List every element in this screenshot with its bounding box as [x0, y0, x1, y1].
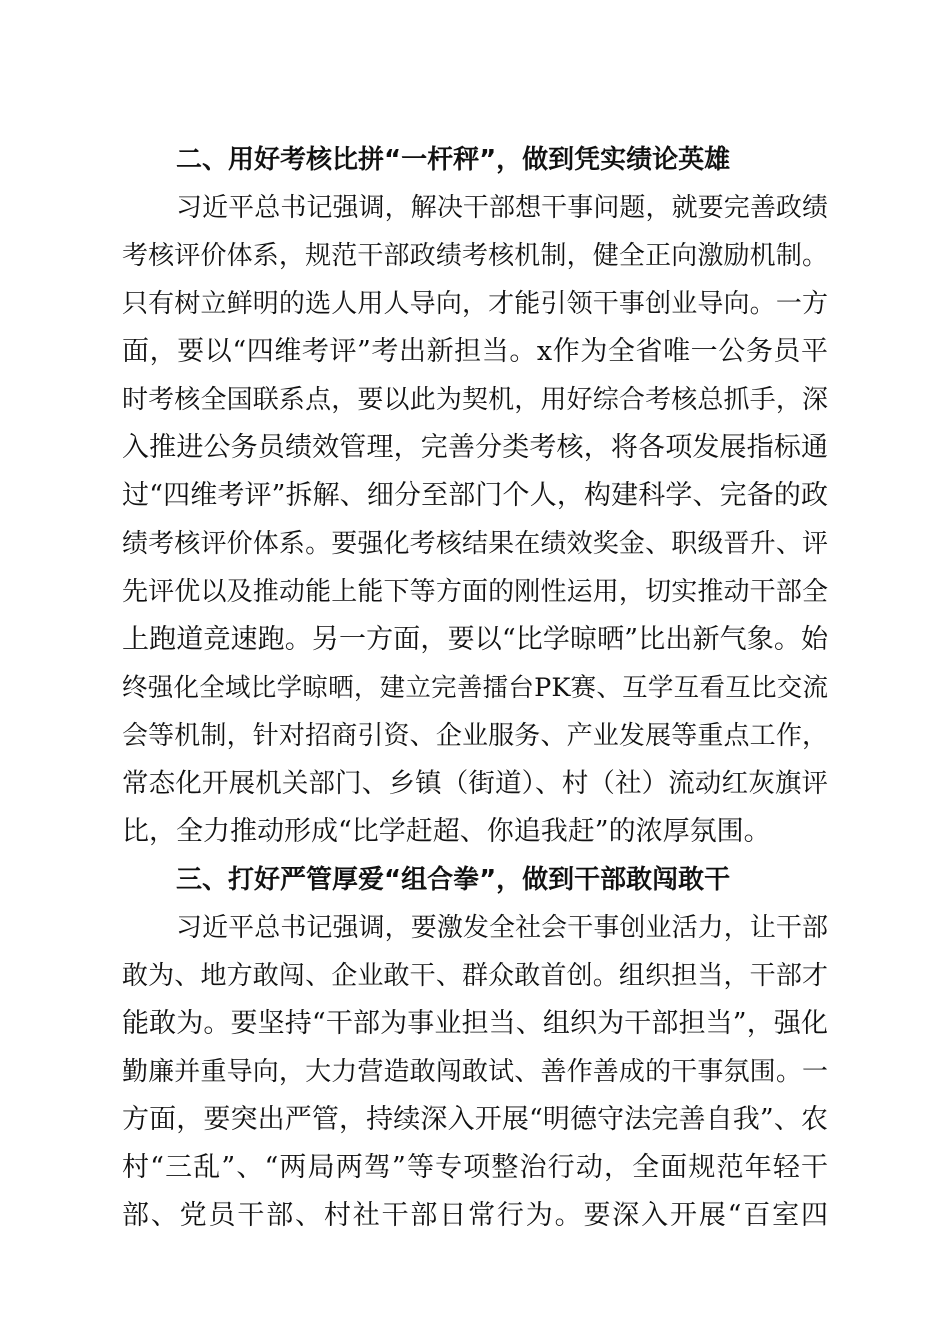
paragraph-line: 入推进公务员绩效管理，完善分类考核，将各项发展指标通 [122, 432, 828, 463]
paragraph-line: 终强化全域比学晾晒，建立完善擂台PK赛、互学互看互比交流 [122, 673, 828, 703]
paragraph-line: 面，要以“四维考评”考出新担当。x作为全省唯一公务员平 [122, 336, 828, 367]
paragraph-line: 上跑道竞速跑。另一方面，要以“比学晾晒”比出新气象。始 [122, 624, 828, 655]
paragraph-line: 时考核全国联系点，要以此为契机，用好综合考核总抓手，深 [122, 385, 828, 415]
paragraph-line: 比，全力推动形成“比学赶超、你追我赶”的浓厚氛围。 [122, 816, 771, 847]
paragraph-line: 会等机制，针对招商引资、企业服务、产业发展等重点工作， [122, 721, 828, 751]
paragraph-line: 敢为、地方敢闯、企业敢干、群众敢首创。组织担当，干部才 [122, 961, 828, 991]
paragraph-line: 勤廉并重导向，大力营造敢闯敢试、善作善成的干事氛围。一 [122, 1057, 828, 1087]
paragraph-line: 习近平总书记强调，解决干部想干事问题，就要完善政绩 [176, 193, 828, 223]
paragraph-line: 只有树立鲜明的选人用人导向，才能引领干事创业导向。一方 [122, 289, 828, 319]
paragraph-line: 部、党员干部、村社干部日常行为。要深入开展“百室四 [122, 1200, 828, 1231]
paragraph-line: 绩考核评价体系。要强化考核结果在绩效奖金、职级晋升、评 [122, 529, 828, 559]
paragraph-line: 过“四维考评”拆解、细分至部门个人，构建科学、完备的政 [122, 480, 828, 511]
paragraph-line: 习近平总书记强调，要激发全社会干事创业活力，让干部 [176, 913, 828, 943]
section-heading-2: 二、用好考核比拼“一杆秤”，做到凭实绩论英雄 [176, 145, 731, 175]
paragraph-line: 常态化开展机关部门、乡镇（街道）、村（社）流动红灰旗评 [122, 768, 828, 799]
section-heading-3: 三、打好严管厚爱“组合拳”，做到干部敢闯敢干 [176, 865, 731, 895]
paragraph-line: 考核评价体系，规范干部政绩考核机制，健全正向激励机制。 [122, 241, 828, 271]
paragraph-line: 村“三乱”、“两局两驾”等专项整治行动，全面规范年轻干 [122, 1152, 828, 1183]
paragraph-line: 能敢为。要坚持“干部为事业担当、组织为干部担当”，强化 [122, 1008, 828, 1039]
paragraph-line: 方面，要突出严管，持续深入开展“明德守法完善自我”、农 [122, 1104, 828, 1135]
paragraph-line: 先评优以及推动能上能下等方面的刚性运用，切实推动干部全 [122, 577, 828, 607]
